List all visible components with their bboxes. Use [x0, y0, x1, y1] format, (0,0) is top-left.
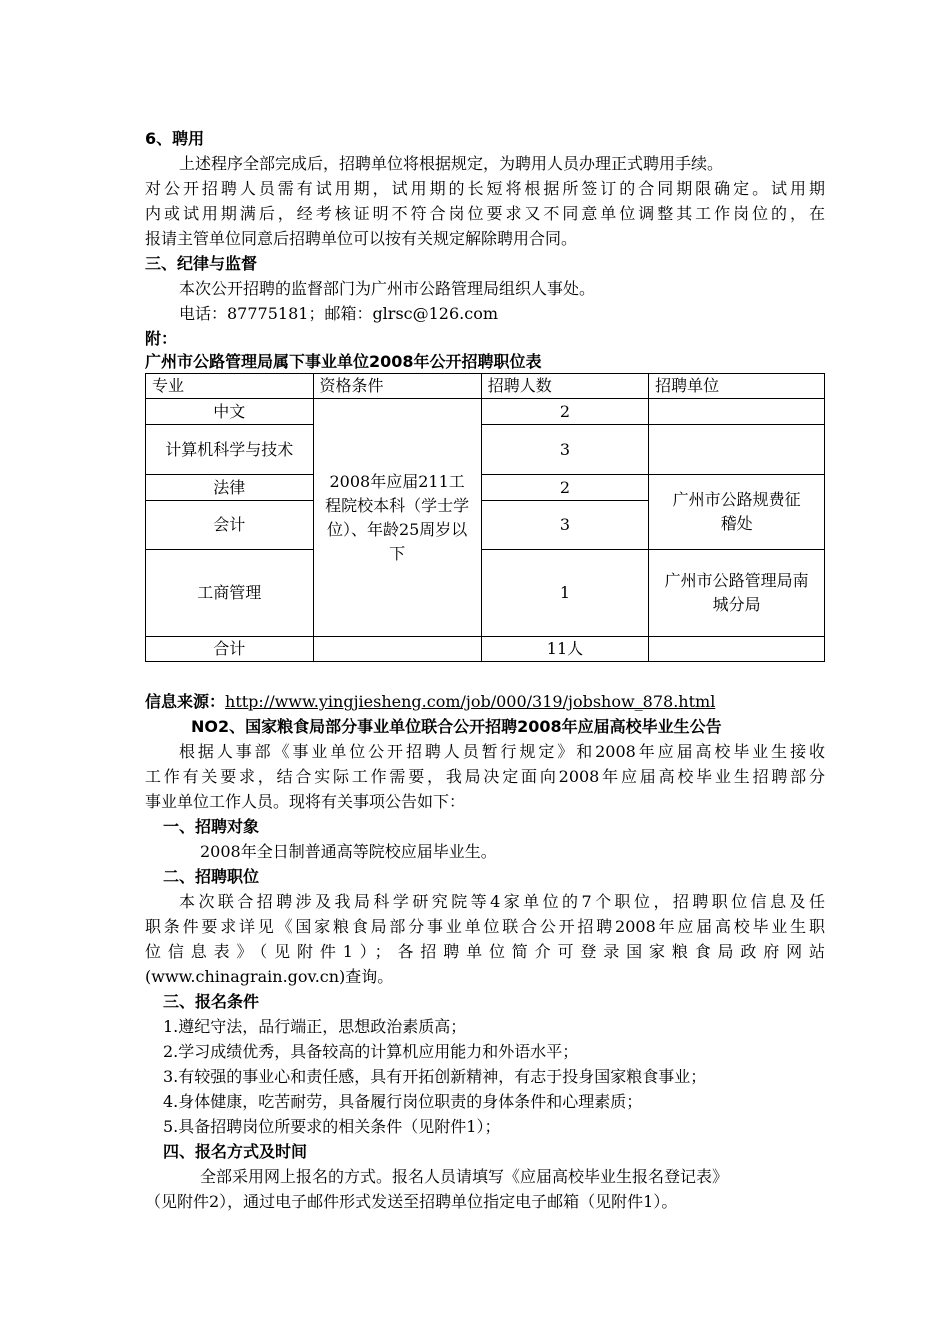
- cell-total-value: 11人: [481, 637, 648, 662]
- cell-major: 计算机科学与技术: [146, 425, 314, 475]
- list-item: 3.有较强的事业心和责任感，具有开拓创新精神，有志于投身国家粮食事业；: [163, 1067, 707, 1086]
- section-heading-target: 一、招聘对象: [163, 817, 260, 836]
- table-row: [146, 475, 825, 501]
- list-item: 1.遵纪守法，品行端正，思想政治素质高；: [163, 1017, 467, 1036]
- header-unit: 招聘单位: [649, 374, 825, 399]
- source-link[interactable]: http://www.yingjiesheng.com/job/000/319/jobshow_878.html: [225, 692, 716, 711]
- cell-unit-empty: [649, 399, 825, 425]
- cell-major: 会计: [146, 501, 314, 550]
- paragraph-line: 内或试用期满后，经考核证明不符合岗位要求又不同意单位调整其工作岗位的，在: [145, 204, 825, 223]
- table-row: [146, 550, 825, 637]
- table-title: 广州市公路管理局属下事业单位2008年公开招聘职位表: [145, 352, 542, 371]
- paragraph-line: 职条件要求详见《国家粮食局部分事业单位联合公开招聘2008年应届高校毕业生职: [145, 917, 825, 936]
- paragraph-line: 对公开招聘人员需有试用期，试用期的长短将根据所签订的合同期限确定。试用期: [145, 179, 825, 198]
- cell-count: 1: [481, 550, 648, 637]
- cell-major: 中文: [146, 399, 314, 425]
- cell-unit-empty: [649, 425, 825, 475]
- attachment-label: 附：: [145, 329, 178, 348]
- paragraph-line: 事业单位工作人员。现将有关事项公告如下：: [145, 792, 466, 811]
- paragraph-line: 全部采用网上报名的方式。报名人员请填写《应届高校毕业生报名登记表》: [200, 1167, 729, 1186]
- paragraph-line: 工作有关要求，结合实际工作需要，我局决定面向2008年应届高校毕业生招聘部分: [145, 767, 825, 786]
- cell-major: 法律: [146, 475, 314, 501]
- notice-title: NO2、国家粮食局部分事业单位联合公开招聘2008年应届高校毕业生公告: [191, 717, 722, 736]
- jobs-table: [145, 373, 825, 662]
- cell-unit: 广州市公路规费征稽处: [649, 475, 825, 550]
- cell-count: 3: [481, 501, 648, 550]
- cell-qualification: 2008年应届211工程院校本科（学士学位）、年龄25周岁以下: [313, 399, 481, 637]
- paragraph-line: 2008年全日制普通高等院校应届毕业生。: [200, 842, 497, 861]
- paragraph-line: 报请主管单位同意后招聘单位可以按有关规定解除聘用合同。: [145, 229, 578, 248]
- paragraph-line: 本次联合招聘涉及我局科学研究院等4家单位的7个职位，招聘职位信息及任: [179, 892, 825, 911]
- contact-line: 电话：87775181；邮箱：glrsc@126.com: [179, 304, 499, 323]
- section-heading-requirements: 三、报名条件: [163, 992, 260, 1011]
- cell-count: 2: [481, 475, 648, 501]
- paragraph-line: 位信息表》（见附件1）；各招聘单位简介可登录国家粮食局政府网站: [145, 942, 825, 961]
- list-item: 2.学习成绩优秀，具备较高的计算机应用能力和外语水平；: [163, 1042, 579, 1061]
- header-qualification: 资格条件: [313, 374, 481, 399]
- cell-count: 2: [481, 399, 648, 425]
- section-heading-registration: 四、报名方式及时间: [163, 1142, 308, 1161]
- paragraph-line: （见附件2），通过电子邮件形式发送至招聘单位指定电子邮箱（见附件1）。: [145, 1192, 678, 1211]
- cell-unit: 广州市公路管理局南城分局: [649, 550, 825, 637]
- table-header-row: [146, 374, 825, 399]
- header-major: 专业: [146, 374, 314, 399]
- paragraph-line: 根据人事部《事业单位公开招聘人员暂行规定》和2008年应届高校毕业生接收: [179, 742, 825, 761]
- header-count: 招聘人数: [481, 374, 648, 399]
- cell-count: 3: [481, 425, 648, 475]
- cell-empty: [649, 637, 825, 662]
- table-total-row: [146, 637, 825, 662]
- section-heading-positions: 二、招聘职位: [163, 867, 260, 886]
- source-label: 信息来源：: [145, 692, 226, 711]
- cell-total-label: 合计: [146, 637, 314, 662]
- table-row: [146, 425, 825, 475]
- table-row: [146, 399, 825, 425]
- section-heading-hiring: 6、聘用: [145, 129, 205, 148]
- source-line: [145, 689, 825, 714]
- paragraph-line: (www.chinagrain.gov.cn)查询。: [145, 967, 394, 986]
- document-page: [145, 126, 825, 1214]
- paragraph-line: 上述程序全部完成后，招聘单位将根据规定，为聘用人员办理正式聘用手续。: [179, 154, 724, 173]
- paragraph-line: 本次公开招聘的监督部门为广州市公路管理局组织人事处。: [179, 279, 596, 298]
- section-heading-discipline: 三、纪律与监督: [145, 254, 258, 273]
- list-item: 5.具备招聘岗位所要求的相关条件（见附件1）；: [163, 1117, 501, 1136]
- cell-empty: [313, 637, 481, 662]
- cell-major: 工商管理: [146, 550, 314, 637]
- list-item: 4.身体健康，吃苦耐劳，具备履行岗位职责的身体条件和心理素质；: [163, 1092, 643, 1111]
